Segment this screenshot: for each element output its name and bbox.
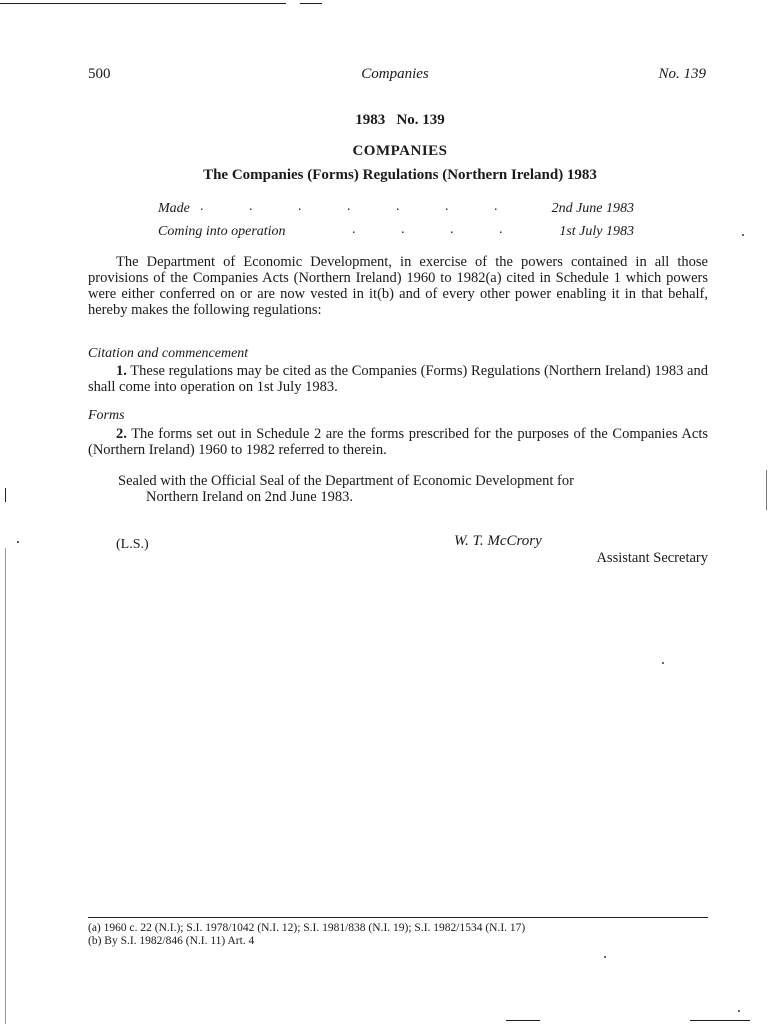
left-scan-edge-mark [5, 488, 6, 502]
scan-speck [662, 662, 664, 664]
instrument-number-header: No. 139 [658, 66, 706, 82]
si-subject: COMPANIES [352, 143, 448, 159]
section-2-heading: Forms [88, 408, 125, 423]
top-scan-rule-short [300, 3, 322, 4]
made-date: 2nd June 1983 [551, 201, 634, 216]
si-title: The Companies (Forms) Regulations (Northern Ireland) 1983 [203, 167, 597, 183]
left-scan-edge-line [5, 548, 6, 1024]
right-scan-edge-mark [766, 470, 767, 510]
seal-mark: (L.S.) [116, 537, 149, 552]
section-2-number: 2. [116, 426, 127, 442]
scan-speck [742, 234, 744, 236]
sealing-line-2: Northern Ireland on 2nd June 1983. [146, 489, 353, 505]
bottom-scan-rule [506, 1020, 540, 1021]
section-1-text: These regulations may be cited as the Companies (Forms) Regulations (Northern Ireland) 1983 and shall come into operation on 1st July 1983. [88, 363, 708, 395]
si-year-number: 1983 No. 139 [355, 112, 445, 128]
scan-speck [604, 956, 606, 958]
section-1-heading: Citation and commencement [88, 346, 249, 361]
footnote-rule [88, 917, 708, 918]
sealing-line-1: Sealed with the Official Seal of the Department of Economic Development for [118, 473, 574, 489]
footnote-a: (a) 1960 c. 22 (N.I.); S.I. 1978/1042 (N.I. 12); S.I. 1981/838 (N.I. 19); S.I. 1982/1534 (N.I. 17) [88, 922, 526, 934]
section-1-number: 1. [116, 363, 127, 379]
section-2 [88, 426, 708, 458]
signatory-role: Assistant Secretary [596, 550, 708, 566]
bottom-scan-rule-right [690, 1020, 750, 1021]
top-scan-rule [0, 3, 286, 4]
coming-into-operation-leader-dots: . . . . [352, 222, 524, 237]
section-2-text: The forms set out in Schedule 2 are the forms prescribed for the purposes of the Companies Acts (Northern Ireland) 1960 to 1982 referred to therein. [88, 426, 708, 458]
scan-speck [738, 1010, 740, 1012]
signatory-name: W. T. McCrory [454, 533, 542, 549]
footnote-b: (b) By S.I. 1982/846 (N.I. 11) Art. 4 [88, 935, 255, 947]
preamble-text: The Department of Economic Development, in exercise of the powers contained in all those provisions of the Companies Acts (Northern Ireland) 1960 to 1982(a) cited in Schedule 1 which powers were either conferred on or are now vested in it(b) and of every other power enabling it in that behalf, hereby makes the following regulations: [88, 254, 708, 318]
running-title: Companies [361, 66, 429, 82]
scan-speck [17, 541, 19, 543]
coming-into-operation-label: Coming into operation [158, 224, 286, 239]
sealing-clause [118, 473, 708, 505]
preamble [88, 254, 708, 318]
coming-into-operation-date: 1st July 1983 [559, 224, 634, 239]
made-leader-dots: . . . . . . . [200, 199, 519, 214]
page-number: 500 [88, 66, 111, 82]
made-label: Made [158, 201, 190, 216]
section-1 [88, 363, 708, 395]
